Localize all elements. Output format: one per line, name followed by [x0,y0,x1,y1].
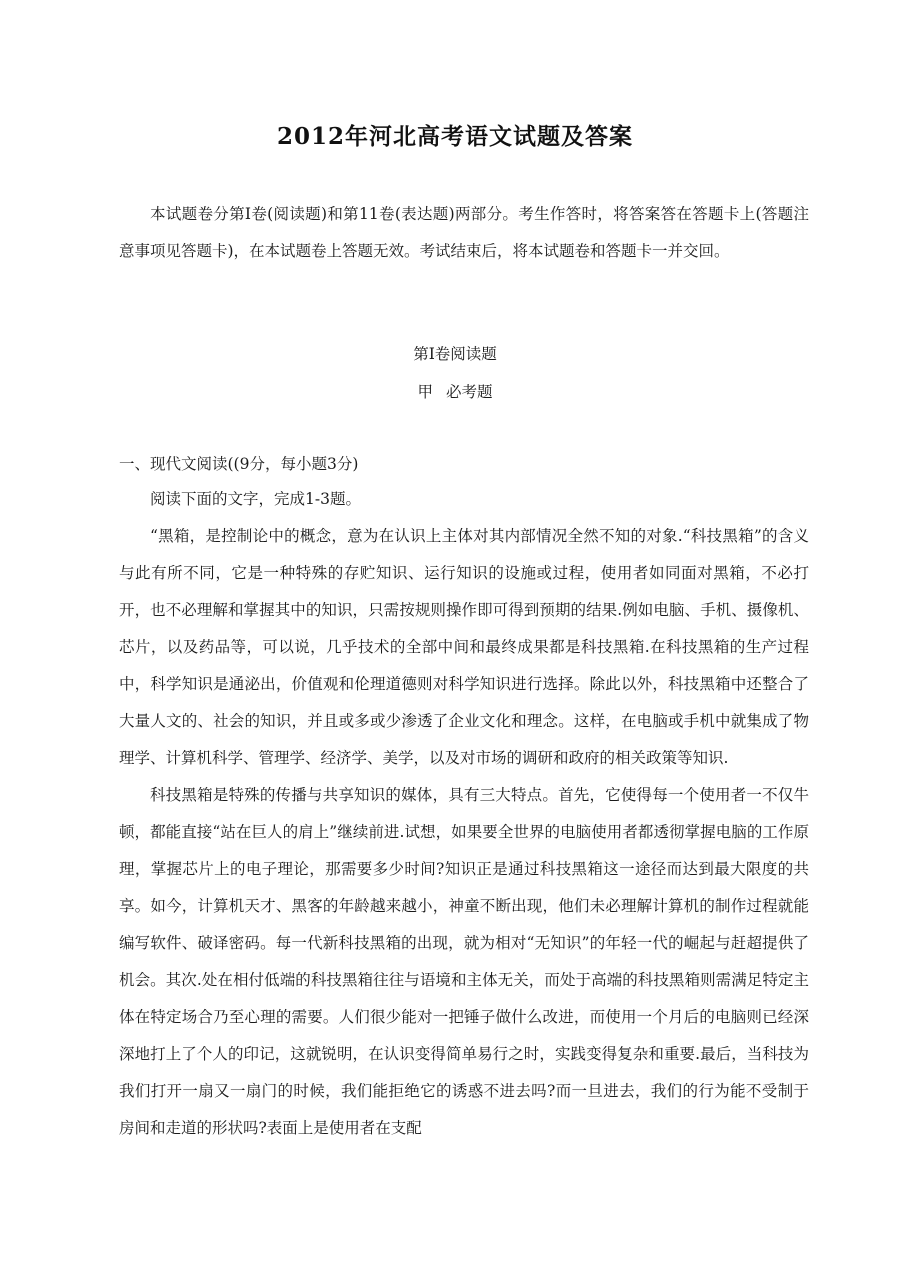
passage-paragraph-1: “黑箱，是控制论中的概念，意为在认识上主体对其内部情况全然不知的对象.“科技黑箱”的含义与此有所不同，它是一种特殊的存贮知识、运行知识的设施或过程，使用者如同面对黑箱，不必打开，也不必理解和掌握其中的知识，只需按规则操作即可得到预期的结果.例如电脑、手机、摄像机、芯片，以及药品等，可以说，几乎技术的全部中间和最终成果都是科技黑箱.在科技黑箱的生产过程中，科学知识是通泌出，价值观和伦理道德则对科学知识进行选择。除此以外，科技黑箱中还整合了大量人文的、社会的知识，并且或多或少渗透了企业文化和理念。这样，在电脑或手机中就集成了物理学、计算机科学、管理学、经济学、美学，以及对市场的调研和政府的相关政策等知识. [119,527,809,767]
intro-paragraph: 本试题卷分第Ⅰ卷(阅读题)和第11卷(表达题)两部分。考生作答时，将答案答在答题卡上(答题注意事项见答题卡)，在本试题卷上答题无效。考试结束后，将本试题卷和答题卡一并交回。 [119,205,809,260]
document-title: 2012年河北高考语文试题及答案 [276,123,633,150]
reading-passage [119,481,809,1147]
sub-title: 甲 必考题 [417,383,493,401]
instruction-paragraph: 阅读下面的文字，完成1-3题。 [150,490,361,508]
passage-paragraph-2: 科技黑箱是特殊的传播与共享知识的媒体，具有三大特点。首先，它使得每一个使用者一不仅牛顿，都能直接“站在巨人的肩上”继续前进.试想，如果要全世界的电脑使用者都透彻掌握电脑的工作原理，掌握芯片上的电子理论，那需要多少时间?知识正是通过科技黑箱这一途径而达到最大限度的共享。如今，计算机天才、黑客的年龄越来越小，神童不断出现，他们未必理解计算机的制作过程就能编写软件、破译密码。每一代新科技黑箱的出现，就为相对“无知识”的年轻一代的崛起与赶超提供了机会。其次.处在相付低端的科技黑箱往往与语境和主体无关，而处于高端的科技黑箱则需满足特定主体在特定场合乃至心理的需要。人们很少能对一把锤子做什么改进，而使用一个月后的电脑则已经深深地打上了个人的印记，这就锐明，在认识变得简单易行之时，实践变得复杂和重要.最后，当科技为我们打开一扇又一扇门的时候，我们能拒绝它的诱惑不进去吗?而一旦进去，我们的行为能不受制于房间和走道的形状吗?表面上是使用者在支配 [119,786,809,1137]
intro-block [119,196,809,270]
volume-title: 第Ⅰ卷阅读题 [413,345,497,363]
section-heading: 一、现代文阅读((9分，每小题3分) [119,455,359,473]
